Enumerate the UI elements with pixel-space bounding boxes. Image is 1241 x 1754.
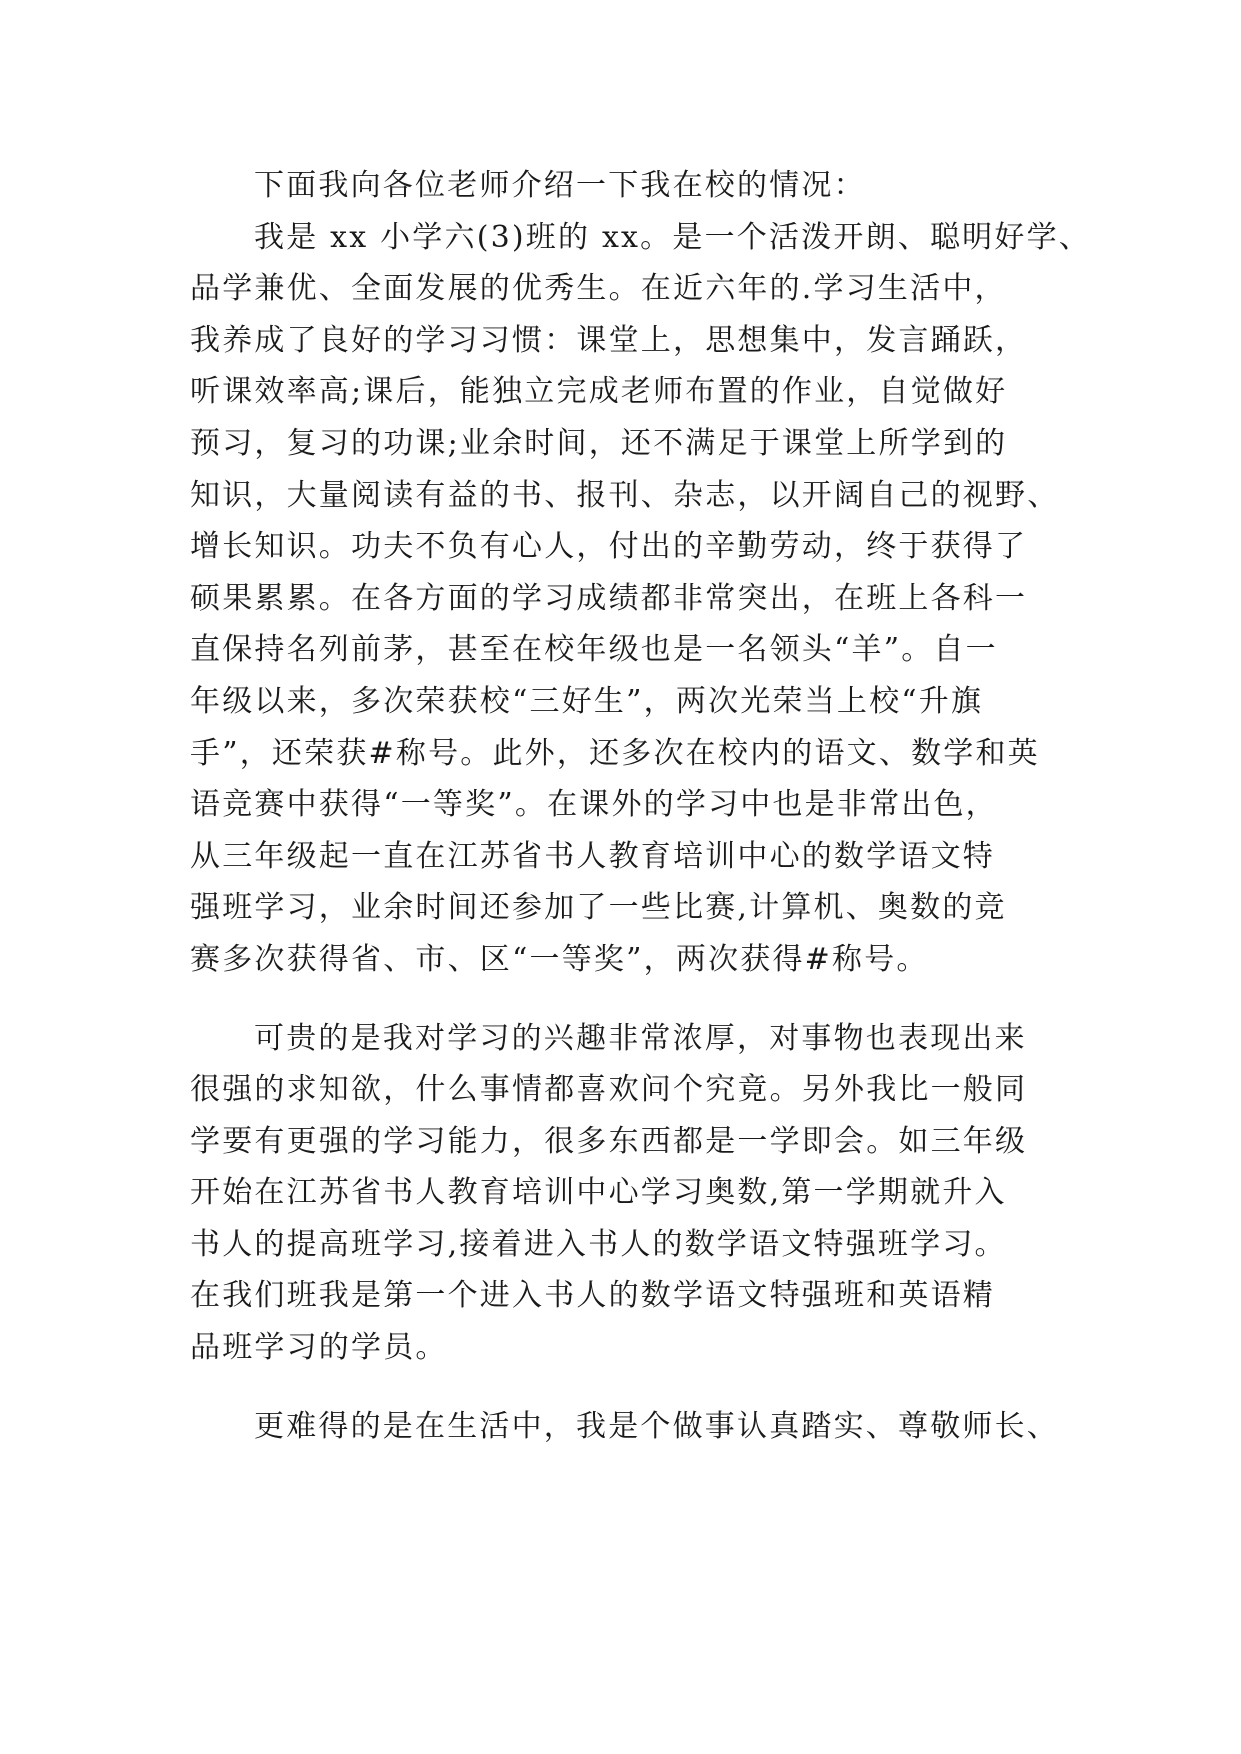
text-line: 直保持名列前茅，甚至在校年级也是一名领头“羊”。自一 [190,632,998,668]
paragraph-spacer [190,986,1070,1013]
document-body [190,160,1091,1452]
text-line: 书人的提高班学习,接着进入书人的数学语文特强班学习。 [190,1226,1007,1262]
text-line: 硕果累累。在各方面的学习成绩都非常突出，在班上各科一 [190,580,1028,616]
text-line: 我是 xx 小学六(3)班的 xx。是一个活泼开朗、聪明好学、 [254,219,1091,255]
text-line: 很强的求知欲，什么事情都喜欢问个究竟。另外我比一般同 [190,1072,1028,1108]
text-line: 开始在江苏省书人教育培训中心学习奥数,第一学期就升入 [190,1175,1007,1211]
text-line: 听课效率高;课后，能独立完成老师布置的作业，自觉做好 [190,374,1008,410]
paragraph-intro [190,160,1070,212]
text-line: 强班学习，业余时间还参加了一些比赛,计算机、奥数的竞 [190,890,1007,926]
text-line: 更难得的是在生活中，我是个做事认真踏实、尊敬师长、 [254,1408,1059,1444]
text-line: 预习，复习的功课;业余时间，还不满足于课堂上所学到的 [190,425,1008,461]
text-line: 可贵的是我对学习的兴趣非常浓厚，对事物也表现出来 [254,1020,1027,1056]
text-line: 从三年级起一直在江苏省书人教育培训中心的数学语文特 [190,838,995,874]
text-line: 语竞赛中获得“一等奖”。在课外的学习中也是非常出色， [190,787,998,823]
text-line: 在我们班我是第一个进入书人的数学语文特强班和英语精 [190,1278,995,1314]
text-line: 品学兼优、全面发展的优秀生。在近六年的.学习生活中， [190,271,1007,307]
text-line: 年级以来，多次荣获校“三好生”，两次光荣当上校“升旗 [190,683,984,719]
text-line: 知识，大量阅读有益的书、报刊、杂志，以开阔自己的视野、 [190,477,1060,513]
paragraph-spacer [190,1374,1070,1401]
text-line: 下面我向各位老师介绍一下我在校的情况： [254,168,866,203]
paragraph-3 [190,1401,1070,1453]
text-line: 品班学习的学员。 [190,1330,448,1366]
text-line: 增长知识。功夫不负有心人，付出的辛勤劳动，终于获得了 [190,529,1028,565]
paragraph-1 [190,212,1091,986]
text-line: 我养成了良好的学习习惯：课堂上，思想集中，发言踊跃， [190,322,1028,358]
text-line: 学要有更强的学习能力，很多东西都是一学即会。如三年级 [190,1123,1028,1159]
paragraph-2 [190,1013,1070,1374]
text-line: 手”，还荣获#称号。此外，还多次在校内的语文、数学和英 [190,735,1040,771]
text-line: 赛多次获得省、市、区“一等奖”，两次获得#称号。 [190,941,929,977]
